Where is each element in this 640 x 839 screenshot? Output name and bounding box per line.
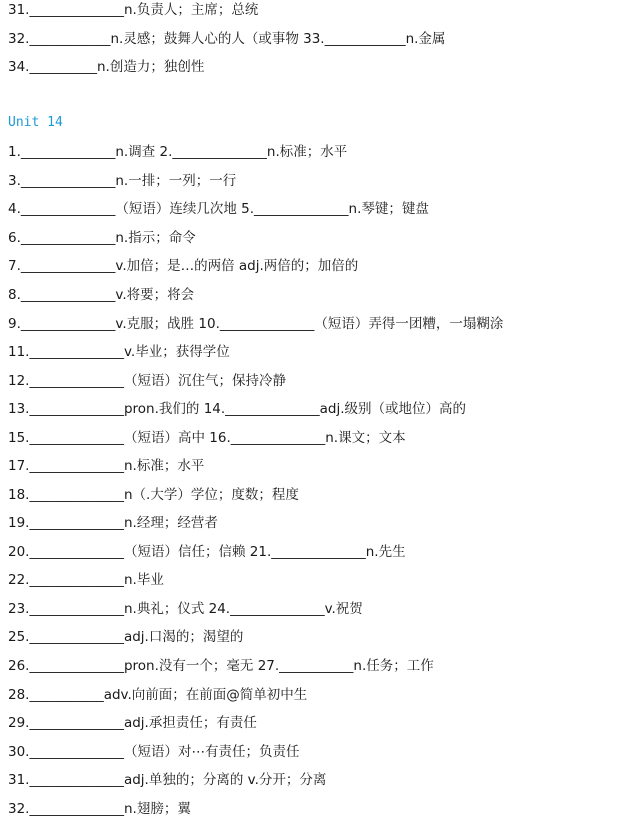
unit-title: Unit 14 (8, 115, 63, 130)
unit-line-25: 25.______________adj.口渴的；渴望的 (8, 629, 244, 645)
unit-line-28: 28.___________adv.向前面；在前面@简单初中生 (8, 687, 308, 703)
unit-line-12: 12.______________（短语）沉住气；保持冷静 (8, 373, 286, 389)
top-line-34: 34.__________n.创造力；独创性 (8, 59, 205, 75)
unit-line-23: 23.______________n.典礼；仪式 24.______________v.祝贺 (8, 601, 363, 617)
top-line-32-33: 32.____________n.灵感；鼓舞人心的人（或事物 33.____________n.金属 (8, 31, 446, 47)
top-line-31: 31.______________n.负责人；主席；总统 (8, 2, 259, 18)
unit-line-7: 7.______________v.加倍；是…的两倍 adj.两倍的；加倍的 (8, 258, 359, 274)
unit-line-1: 1.______________n.调查 2.______________n.标准；水平 (8, 144, 348, 160)
unit-line-30: 30.______________（短语）对⋯有责任；负责任 (8, 744, 300, 760)
unit-line-6: 6.______________n.指示；命令 (8, 230, 196, 246)
unit-line-9: 9.______________v.克服；战胜 10.______________（短语）弄得一团糟，一塌糊涂 (8, 316, 504, 332)
unit-line-3: 3.______________n.一排；一列；一行 (8, 173, 237, 189)
unit-line-17: 17.______________n.标准；水平 (8, 458, 205, 474)
unit-line-8: 8.______________v.将要；将会 (8, 287, 195, 303)
unit-line-32: 32.______________n.翅膀；翼 (8, 801, 191, 817)
unit-line-19: 19.______________n.经理；经营者 (8, 515, 218, 531)
unit-line-20: 20.______________（短语）信任；信赖 21.______________n.先生 (8, 544, 406, 560)
unit-line-31: 31.______________adj.单独的；分离的 v.分开；分离 (8, 772, 327, 788)
unit-line-4: 4.______________（短语）连续几次地 5.______________n.琴键；键盘 (8, 201, 429, 217)
unit-line-15: 15.______________（短语）高中 16.______________n.课文；文本 (8, 430, 406, 446)
unit-line-29: 29.______________adj.承担责任；有责任 (8, 715, 257, 731)
unit-line-22: 22.______________n.毕业 (8, 572, 164, 588)
unit-line-26: 26.______________pron.没有一个；毫无 27.___________n.任务；工作 (8, 658, 434, 674)
unit-line-18: 18.______________n（.大学）学位；度数；程度 (8, 487, 299, 503)
unit-line-13: 13.______________pron.我们的 14.______________adj.级别（或地位）高的 (8, 401, 467, 417)
unit-line-11: 11.______________v.毕业；获得学位 (8, 344, 230, 360)
